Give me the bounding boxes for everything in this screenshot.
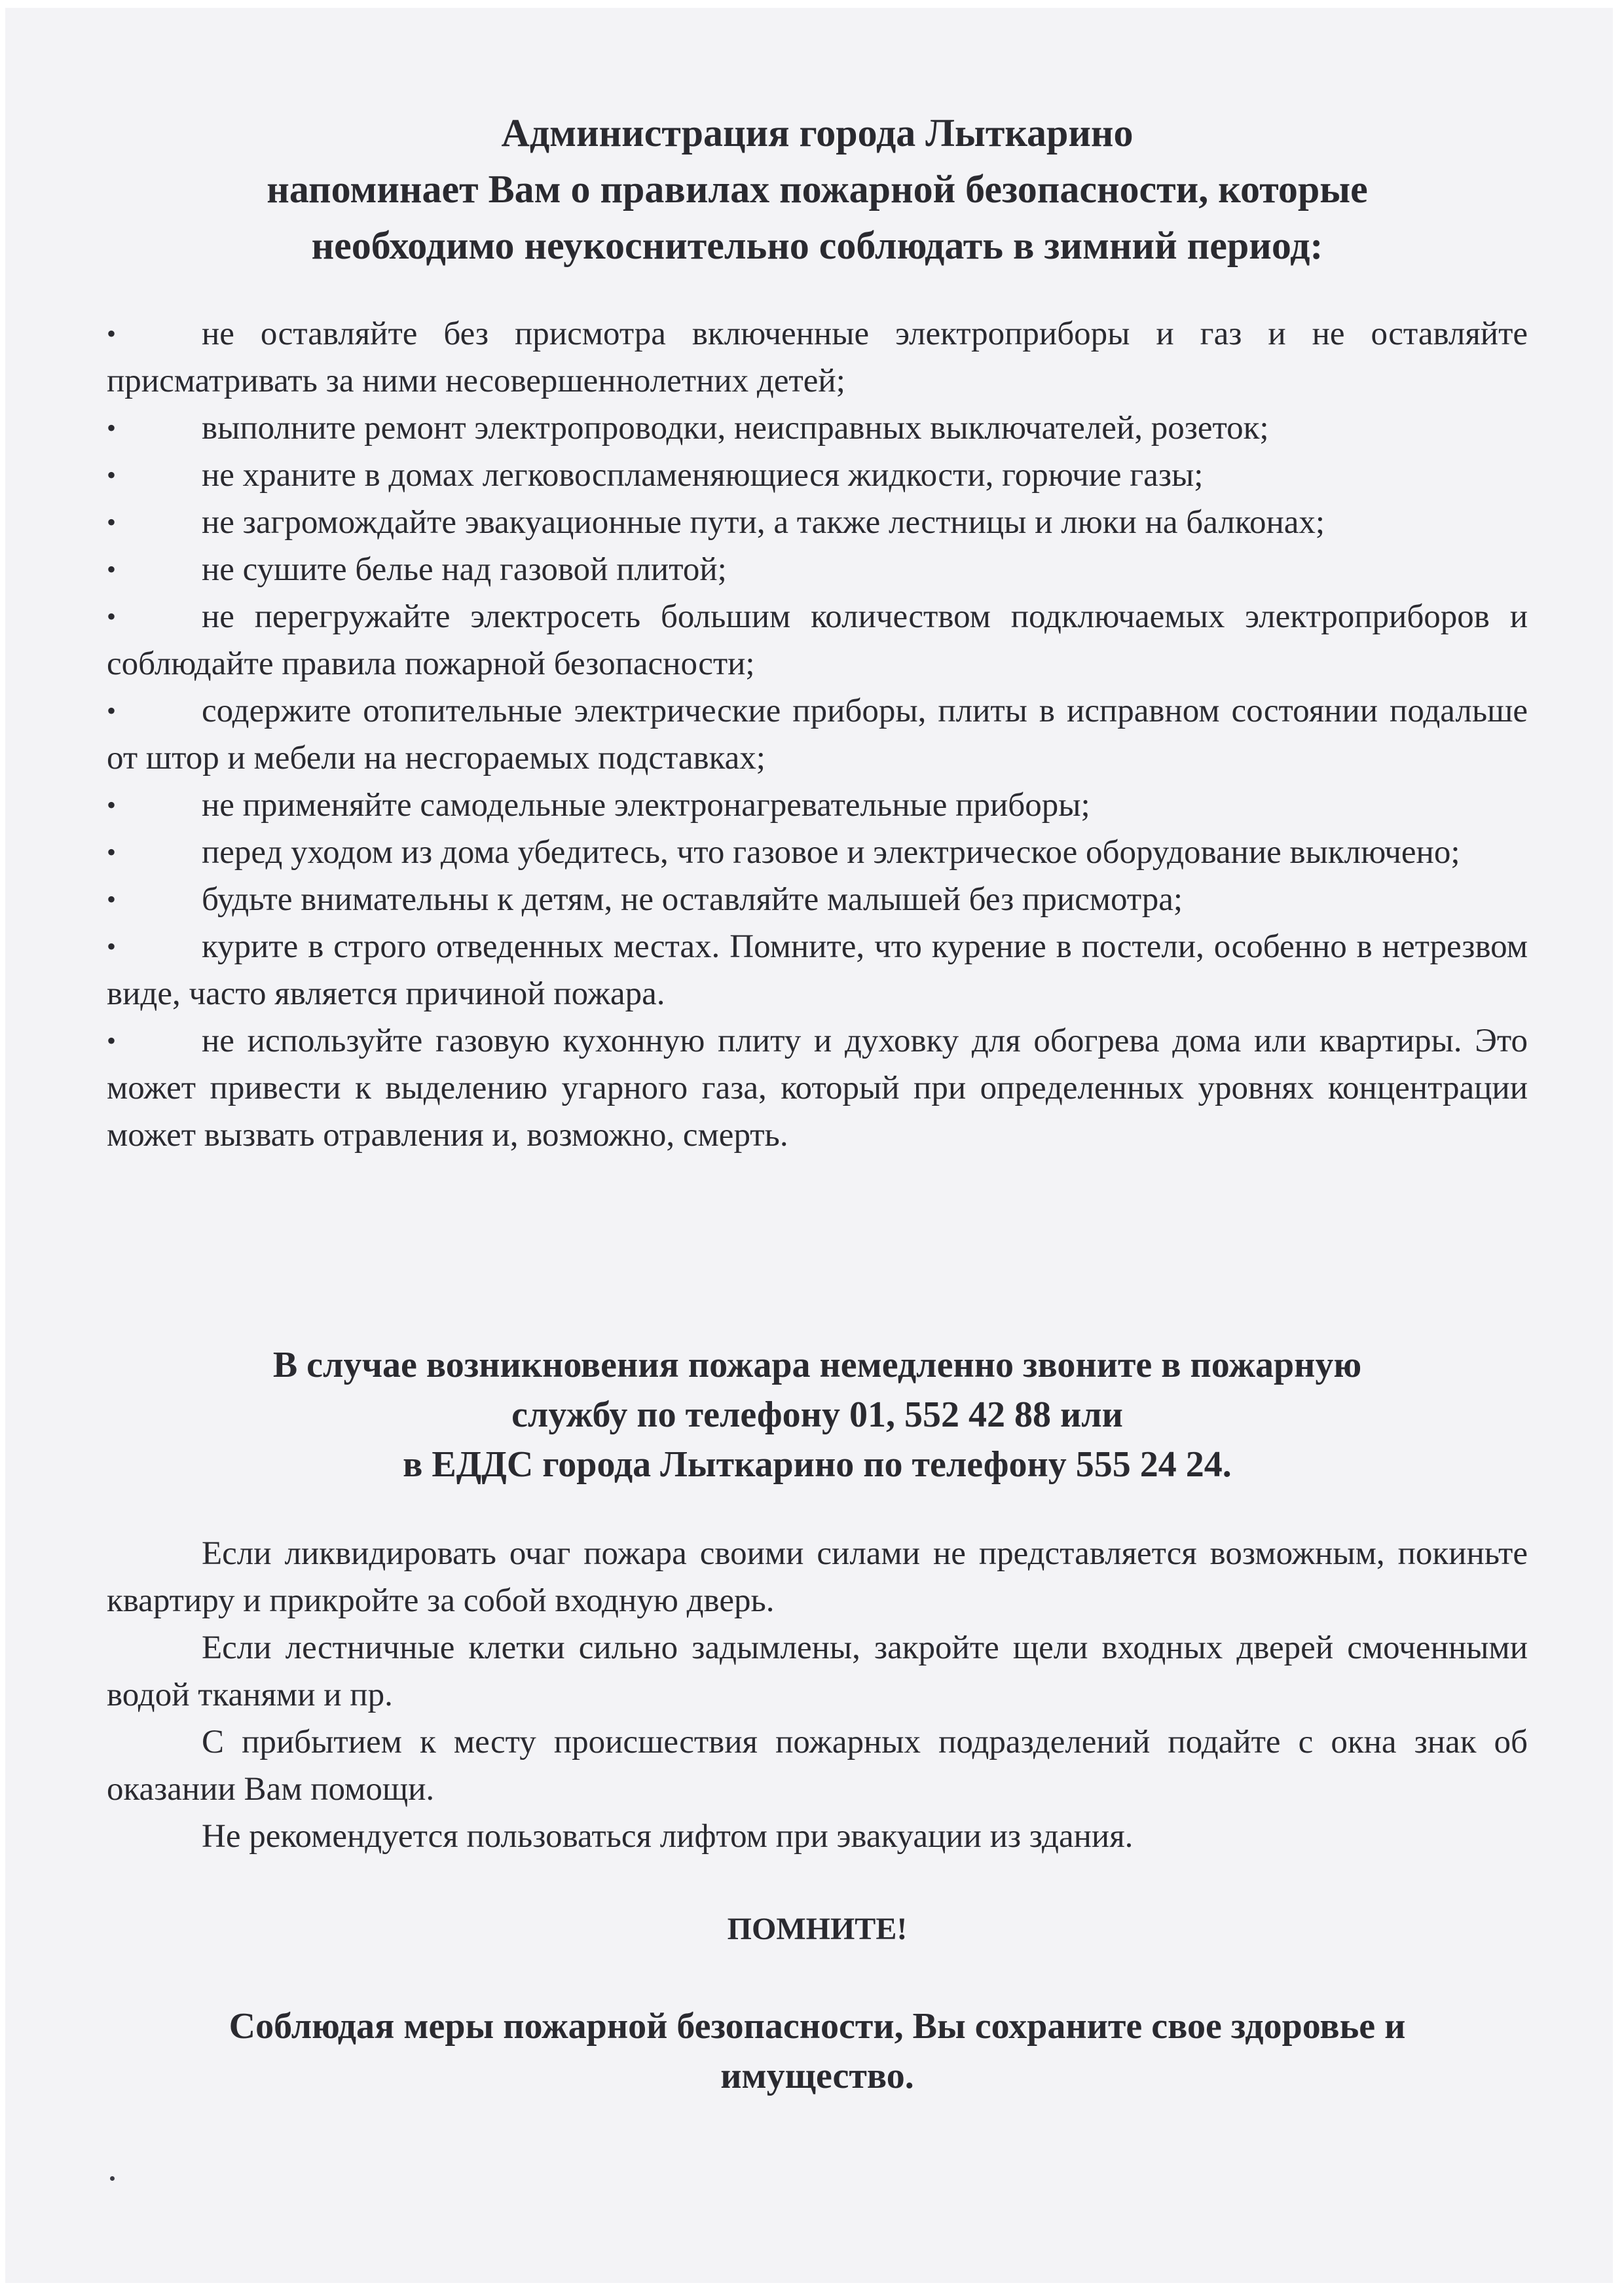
bullet-icon: • xyxy=(107,884,117,914)
rule-text: не применяйте самодельные электронагревательные приборы; xyxy=(202,787,1090,824)
rule-item xyxy=(107,923,1528,1017)
scan-dot-mark xyxy=(110,2176,115,2181)
bullet-icon: • xyxy=(107,319,117,348)
rule-text: не храните в домах легковоспламеняющиеся жидкости, горючие газы; xyxy=(202,457,1204,494)
rule-text: выполните ремонт электропроводки, неисправных выключателей, розеток; xyxy=(202,410,1269,446)
rule-text: содержите отопительные электрические приборы, плиты в исправном состоянии подальше от штор и мебели на несгораемых подставках; xyxy=(107,693,1528,776)
bullet-icon: • xyxy=(107,696,117,725)
fire-instructions xyxy=(107,1530,1528,1860)
rule-item xyxy=(107,829,1528,876)
instruction-paragraph: С прибытием к месту происшествия пожарных подразделений подайте с окна знак об оказании Вам помощи. xyxy=(107,1724,1528,1808)
remember-heading: ПОМНИТЕ! xyxy=(727,1912,908,1946)
bullet-icon: • xyxy=(107,507,117,537)
rule-item xyxy=(107,310,1528,405)
closing-line: имущество. xyxy=(720,2056,914,2096)
bullet-icon: • xyxy=(107,790,117,820)
title-line: напоминает Вам о правилах пожарной безопасности, которые xyxy=(267,168,1368,211)
paper-sheet xyxy=(5,8,1613,2283)
rule-item xyxy=(107,687,1528,782)
rule-text: не используйте газовую кухонную плиту и духовку для обогрева дома или квартиры. Это может привести к выделению угарного газа, который при определенных уровнях концентрации может вызвать отравления и, возможно, смерть. xyxy=(107,1023,1528,1154)
emergency-line-edds-phone: в ЕДДС города Лыткарино по телефону 555 24 24. xyxy=(403,1444,1232,1485)
rule-item xyxy=(107,405,1528,452)
rule-text: курите в строго отведенных местах. Помните, что курение в постели, особенно в нетрезвом виде, часто является причиной пожара. xyxy=(107,928,1528,1012)
rule-item xyxy=(107,546,1528,593)
rule-text: перед уходом из дома убедитесь, что газовое и электрическое оборудование выключено; xyxy=(202,834,1460,871)
instruction-paragraph: Не рекомендуется пользоваться лифтом при эвакуации из здания. xyxy=(202,1818,1134,1855)
bullet-icon: • xyxy=(107,602,117,631)
title-line: Администрация города Лыткарино xyxy=(501,111,1134,155)
bullet-icon: • xyxy=(107,1026,117,1055)
rule-text: будьте внимательны к детям, не оставляйте малышей без присмотра; xyxy=(202,881,1183,918)
safety-rules-list xyxy=(107,310,1528,1159)
closing-line: Соблюдая меры пожарной безопасности, Вы сохраните свое здоровье и xyxy=(229,2006,1406,2047)
rule-text: не загромождайте эвакуационные пути, а также лестницы и люки на балконах; xyxy=(202,504,1325,541)
rule-item xyxy=(107,452,1528,499)
rule-item xyxy=(107,876,1528,923)
rule-item xyxy=(107,499,1528,546)
rule-item xyxy=(107,593,1528,687)
bullet-icon: • xyxy=(107,413,117,443)
bullet-icon: • xyxy=(107,932,117,961)
rule-item xyxy=(107,1017,1528,1159)
bullet-icon: • xyxy=(107,837,117,867)
closing-statement xyxy=(107,2001,1528,2101)
instruction-paragraph: Если лестничные клетки сильно задымлены, закройте щели входных дверей смоченными водой тканями и пр. xyxy=(107,1630,1528,1713)
emergency-line-fire-service-phone: службу по телефону 01, 552 42 88 или xyxy=(511,1394,1123,1435)
bullet-icon: • xyxy=(107,555,117,584)
rule-text: не оставляйте без присмотра включенные электроприборы и газ и не оставляйте присматривать за ними несовершеннолетних детей; xyxy=(107,316,1528,399)
title-line: необходимо неукоснительно соблюдать в зимний период: xyxy=(311,224,1323,267)
instruction-paragraph: Если ликвидировать очаг пожара своими силами не представляется возможным, покиньте квартиру и прикройте за собой входную дверь. xyxy=(107,1535,1528,1619)
emergency-line: В случае возникновения пожара немедленно звоните в пожарную xyxy=(272,1345,1362,1385)
emergency-contacts xyxy=(107,1340,1528,1489)
rule-text: не сушите белье над газовой плитой; xyxy=(202,551,727,588)
rule-text: не перегружайте электросеть большим количеством подключаемых электроприборов и соблюдайте правила пожарной безопасности; xyxy=(107,598,1528,682)
bullet-icon: • xyxy=(107,460,117,490)
rule-item xyxy=(107,782,1528,829)
document-title xyxy=(107,105,1528,274)
